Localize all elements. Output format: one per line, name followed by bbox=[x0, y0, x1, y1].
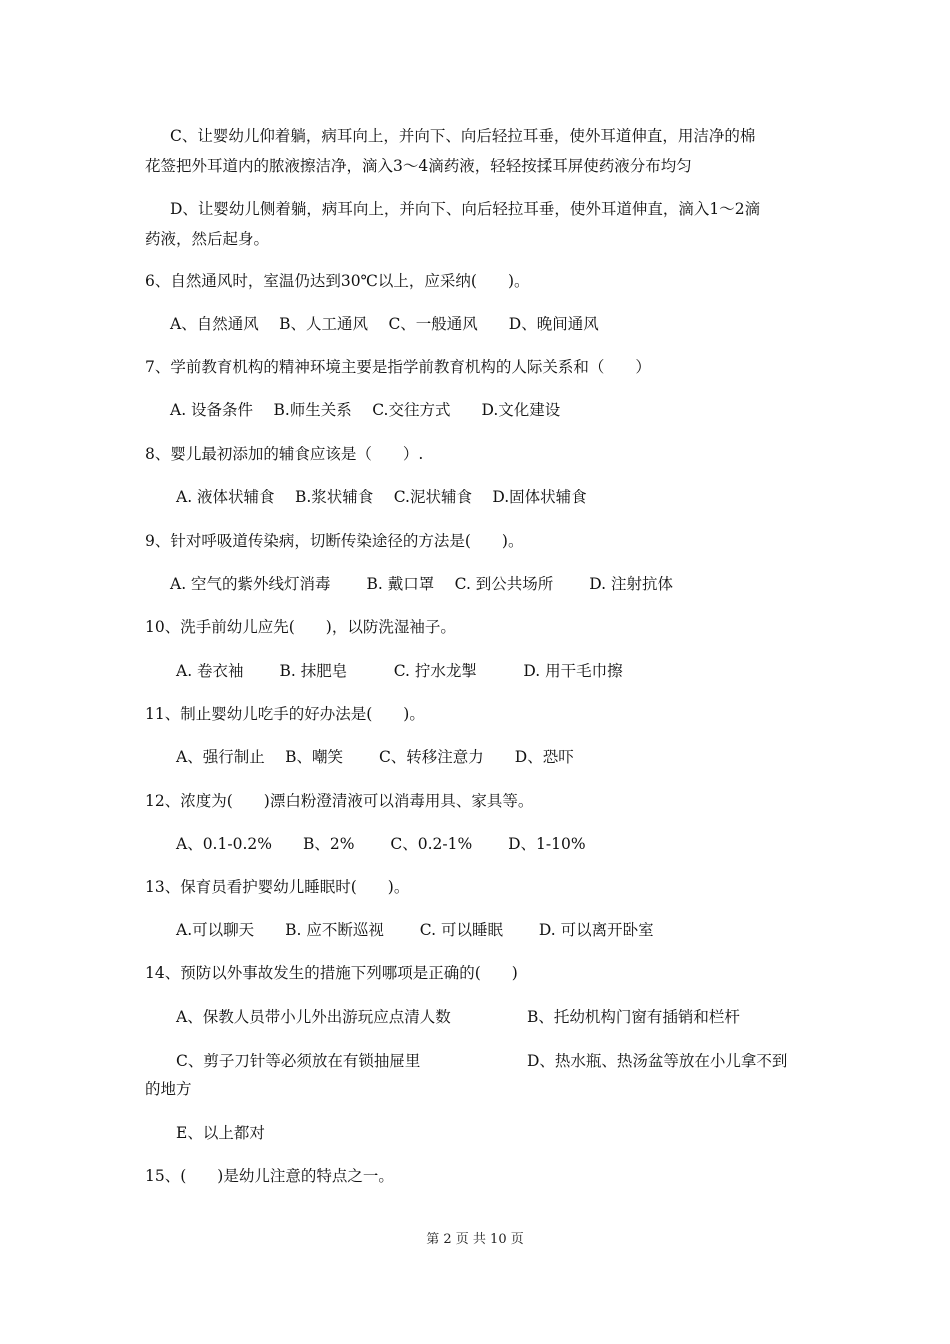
question-7-options: A. 设备条件 B.师生关系 C.交往方式 D.文化建设 bbox=[170, 401, 561, 419]
option-d-line-2: 药液，然后起身。 bbox=[145, 230, 270, 248]
question-14-option-e: E、以上都对 bbox=[176, 1124, 265, 1142]
question-8: 8、婴儿最初添加的辅食应该是（ ）. bbox=[145, 445, 424, 463]
question-9: 9、针对呼吸道传染病，切断传染途径的方法是( )。 bbox=[145, 532, 524, 550]
option-c-line-2: 花签把外耳道内的脓液擦洁净，滴入3～4滴药液，轻轻按揉耳屏使药液分布均匀 bbox=[145, 157, 692, 175]
question-6: 6、自然通风时，室温仍达到30℃以上，应采纳( )。 bbox=[145, 272, 530, 290]
question-14-option-a: A、保教人员带小儿外出游玩应点清人数 bbox=[176, 1008, 451, 1026]
question-6-options: A、自然通风 B、人工通风 C、一般通风 D、晚间通风 bbox=[170, 315, 599, 333]
question-14: 14、预防以外事故发生的措施下列哪项是正确的( ) bbox=[145, 964, 518, 982]
question-7: 7、学前教育机构的精神环境主要是指学前教育机构的人际关系和（ ） bbox=[145, 358, 651, 376]
question-13-options: A.可以聊天 B. 应不断巡视 C. 可以睡眠 D. 可以离开卧室 bbox=[176, 921, 654, 939]
question-10-options: A. 卷衣袖 B. 抹肥皂 C. 拧水龙掣 D. 用干毛巾擦 bbox=[176, 662, 623, 680]
page-footer: 第 2 页 共 10 页 bbox=[426, 1232, 524, 1247]
question-9-options: A. 空气的紫外线灯消毒 B. 戴口罩 C. 到公共场所 D. 注射抗体 bbox=[170, 575, 673, 593]
question-11-options: A、强行制止 B、嘲笑 C、转移注意力 D、恐吓 bbox=[176, 748, 574, 766]
question-10: 10、洗手前幼儿应先( )，以防洗湿袖子。 bbox=[145, 618, 456, 636]
question-12: 12、浓度为( )漂白粉澄清液可以消毒用具、家具等。 bbox=[145, 792, 534, 810]
option-d-line-1: D、让婴幼儿侧着躺，病耳向上，并向下、向后轻拉耳垂，使外耳道伸直，滴入1～2滴 bbox=[170, 200, 761, 218]
question-13: 13、保育员看护婴幼儿睡眠时( )。 bbox=[145, 878, 410, 896]
question-14-option-b: B、托幼机构门窗有插销和栏杆 bbox=[527, 1008, 740, 1026]
question-14-option-d: D、热水瓶、热汤盆等放在小儿拿不到 bbox=[527, 1052, 788, 1070]
question-8-options: A. 液体状辅食 B.浆状辅食 C.泥状辅食 D.固体状辅食 bbox=[176, 488, 587, 506]
question-12-options: A、0.1-0.2% B、2% C、0.2-1% D、1-10% bbox=[176, 835, 586, 853]
question-14-option-c: C、剪子刀针等必须放在有锁抽屉里 bbox=[176, 1052, 421, 1070]
question-15: 15、( )是幼儿注意的特点之一。 bbox=[145, 1167, 394, 1185]
question-14-option-d-cont: 的地方 bbox=[145, 1080, 192, 1098]
question-11: 11、制止婴幼儿吃手的好办法是( )。 bbox=[145, 705, 425, 723]
option-c-line-1: C、让婴幼儿仰着躺，病耳向上，并向下、向后轻拉耳垂，使外耳道伸直，用洁净的棉 bbox=[170, 127, 756, 145]
